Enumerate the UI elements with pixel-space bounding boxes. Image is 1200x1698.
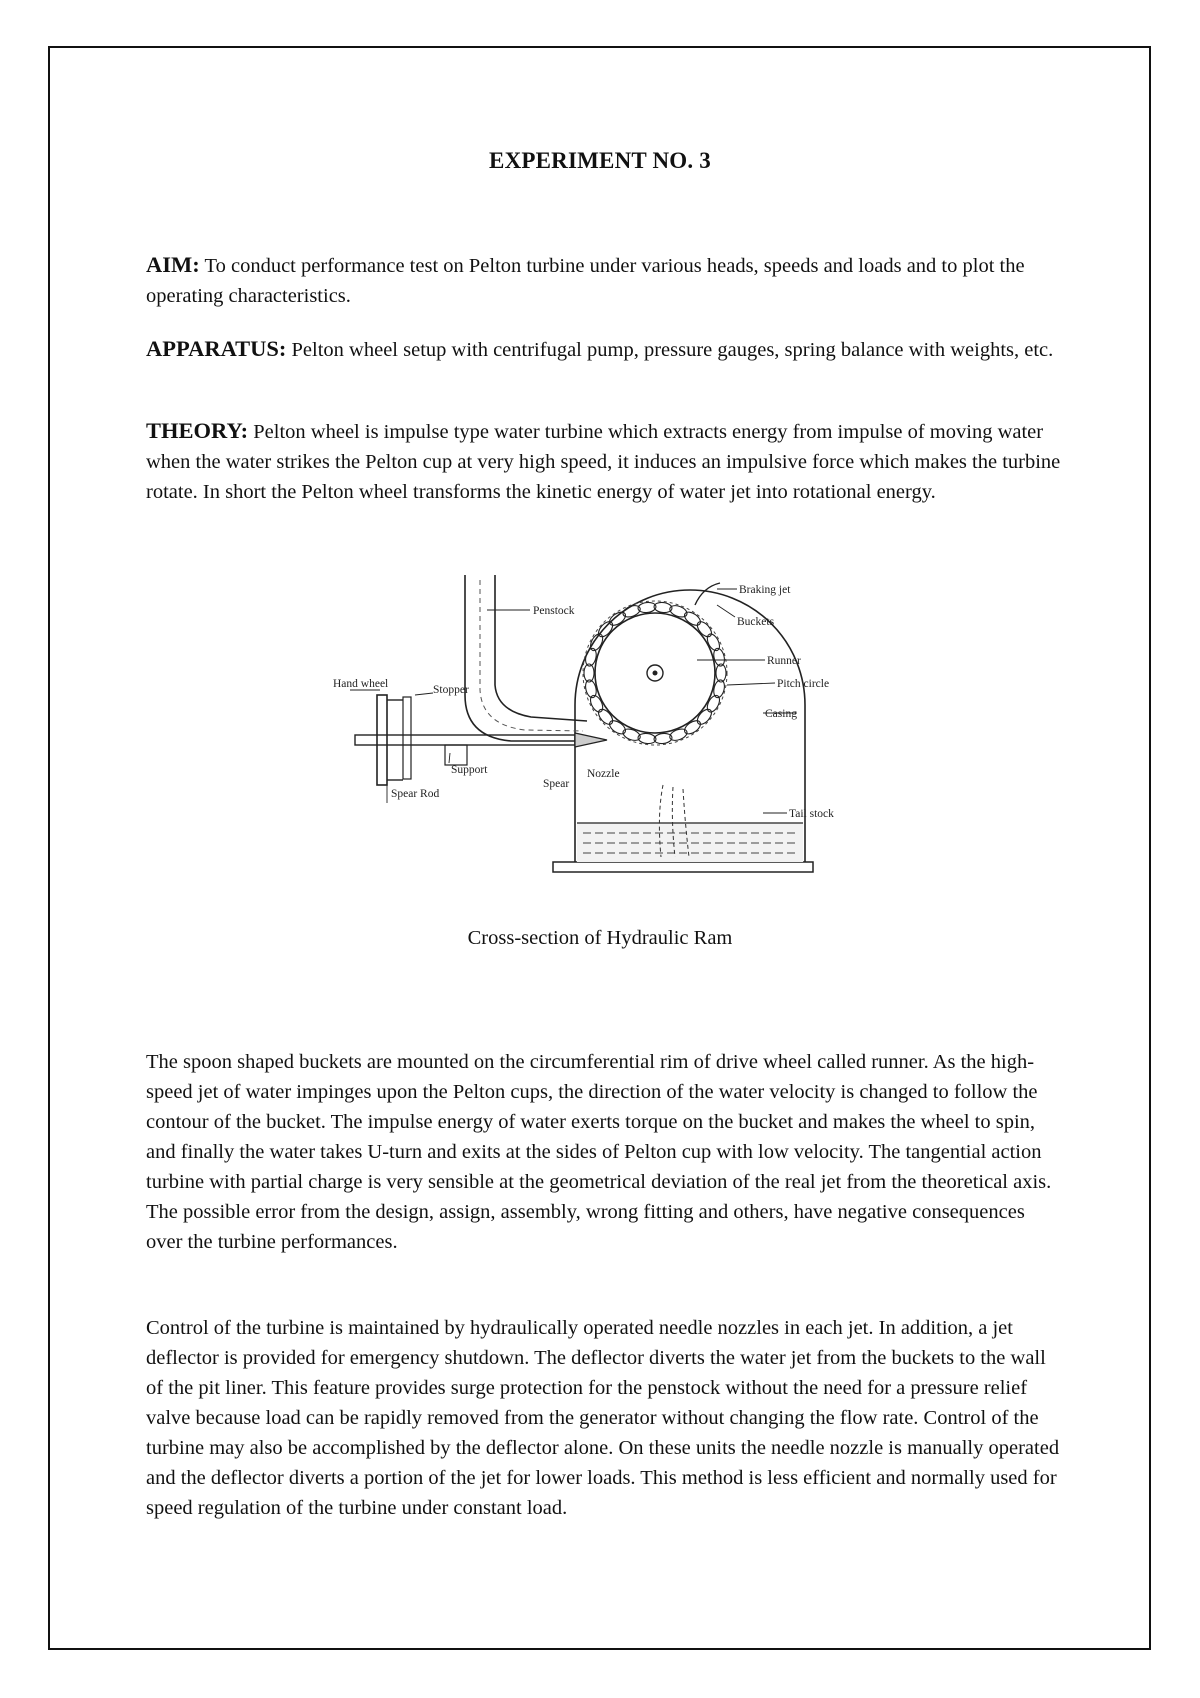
bucket-cup: [695, 707, 714, 727]
aim-section: [146, 250, 1061, 311]
paragraph-1: The spoon shaped buckets are mounted on the circumferential rim of drive wheel called runner. As the high-speed jet of water impinges upon the Pelton cups, the direction of the water velocity is changed to follow the contour of the bucket. The impulse energy of water exerts torque on the bucket and makes the wheel to spin, and finally the water takes U-turn and exits at the sides of Pelton cup with low velocity. The tangential action turbine with partial charge is very sensible at the geometrical deviation of the real jet from the theoretical axis. The possible error from the design, assign, assembly, wrong fitting and others, have negative consequences over the turbine performances.: [146, 1051, 1052, 1253]
apparatus-section: [146, 334, 1061, 365]
label-tail-stock: Tail stock: [789, 808, 834, 820]
figure-caption: Cross-section of Hydraulic Ram: [467, 927, 733, 949]
label-spear: Spear: [543, 778, 570, 790]
apparatus-label: APPARATUS:: [146, 336, 287, 361]
theory-label: THEORY:: [146, 418, 249, 443]
label-casing: Casing: [765, 708, 797, 720]
aim-text: To conduct performance test on Pelton turbine under various heads, speeds and loads and to plot the operating characteristics.: [146, 255, 1025, 307]
label-hand-wheel: Hand wheel: [333, 678, 389, 690]
label-buckets: Buckets: [737, 616, 775, 628]
label-spear-rod: Spear Rod: [391, 788, 440, 800]
aim-label: AIM:: [146, 252, 200, 277]
hand-wheel-shape: [377, 695, 387, 785]
stopper-shape: [403, 697, 411, 779]
base-plate: [553, 862, 813, 872]
penstock-pipe: [465, 575, 581, 741]
bucket-cup: [584, 664, 594, 682]
spear-rod-shape: [355, 735, 575, 745]
label-pitch-circle: Pitch circle: [777, 678, 830, 690]
bucket-cup: [695, 619, 714, 639]
bucket-cup: [596, 619, 615, 639]
label-penstock: Penstock: [533, 605, 575, 617]
pelton-wheel-diagram: [325, 575, 885, 875]
theory-text: Pelton wheel is impulse type water turbine which extracts energy from impulse of moving water when the water strikes the Pelton cup at very high speed, it induces an impulsive force which makes the turbine rotate. In short the Pelton wheel transforms the kinetic energy of water jet into rotational energy.: [146, 421, 1061, 503]
theory-section: [146, 416, 1061, 507]
label-support: Support: [451, 764, 488, 776]
bucket-cup: [596, 707, 615, 727]
support-shape: [445, 745, 467, 765]
page-title: EXPERIMENT NO. 3: [489, 148, 711, 173]
label-stopper: Stopper: [433, 684, 469, 696]
nozzle-shape: [575, 733, 607, 747]
label-runner: Runner: [767, 655, 801, 667]
paragraph-2: Control of the turbine is maintained by hydraulically operated needle nozzles in each jet. In addition, a jet deflector is provided for emergency shutdown. The deflector diverts the water jet from the buckets to the wall of the pit liner. This feature provides surge protection for the penstock without the need for a pressure relief valve because load can be rapidly removed from the generator without changing the flow rate. Control of the turbine may also be accomplished by the deflector alone. On these units the needle nozzle is manually operated and the deflector diverts a portion of the jet for lower loads. This method is less efficient and normally used for speed regulation of the turbine under constant load.: [146, 1317, 1060, 1519]
pelton-wheel-svg: [325, 575, 885, 875]
bucket-cup: [716, 664, 726, 682]
apparatus-text: Pelton wheel setup with centrifugal pump, pressure gauges, spring balance with weights, etc.: [291, 339, 1054, 361]
label-braking-jet: Braking jet: [739, 584, 791, 596]
label-nozzle: Nozzle: [587, 768, 620, 780]
